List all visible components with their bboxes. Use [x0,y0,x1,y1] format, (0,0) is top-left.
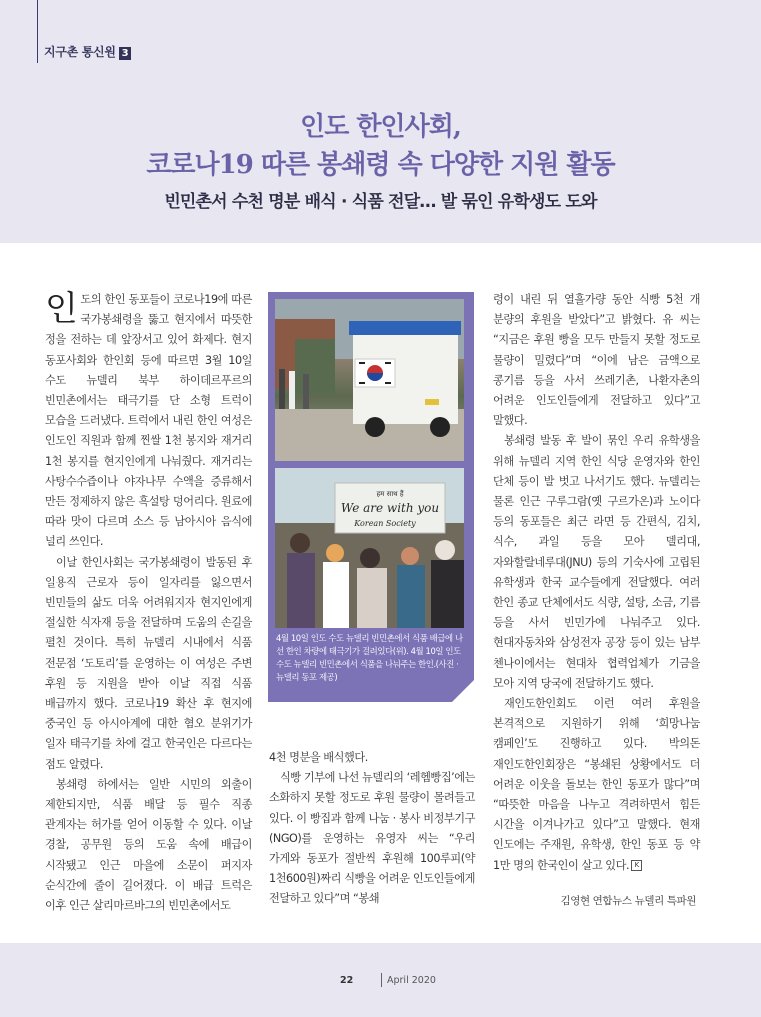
photo-food-distribution [275,468,464,628]
paragraph: 식빵 기부에 나선 뉴델리의 ‘레헴빵집’에는 소화하지 못할 정도로 후원 물량이 몰려들고 있다. 이 빵집과 함께 나눔 · 봉사 비정부기구(NGO)를 운영하는 유영자 씨는 “우리 가게와 동포가 절반씩 후원해 100루피(약 1천600원)짜리 식빵을 어려운 인도인들에게 전달하고 있다”며 “봉쇄 [269,771,475,906]
page-number: 22 [340,975,354,986]
paragraph: 령이 내린 뒤 열흘가량 동안 식빵 5천 개 분량의 후원을 받았다”고 밝혔다. 유 씨는 “지금은 후원 빵을 모두 만들지 못할 정도로 물량이 밀렸다”며 “이에 남은 금액으로 콩기름 등을 사서 쓰레기촌, 나환자촌의 어려운 인도인들에게 전달하고 있다”고 말했다. [493,293,700,428]
article-column-1 [45,290,252,916]
banner-main-text: We are with you [340,501,440,515]
footer-divider [381,973,382,987]
photo-caption: 4월 10일 인도 수도 뉴델리 빈민촌에서 식품 배급에 나선 한인 차량에 태극기가 걸려있다(위). 4월 10일 인도 수도 뉴델리 빈민촌에서 식품을 나눠주는 한인.(사진 · 뉴델리 동포 제공) [276,633,463,682]
photo-box [268,292,474,702]
issue-month: April 2020 [387,975,436,986]
section-label: 지구촌 통신원 3 [44,43,131,60]
headline-line-2: 코로나19 따른 봉쇄령 속 다양한 지원 활동 [146,150,615,180]
dropcap: 인 [45,289,78,329]
section-number: 3 [119,47,132,60]
truck-illustration [275,299,464,461]
subheadline: 빈민촌서 수천 명분 배식 · 식품 전달… 발 묶인 유학생도 도와 [164,192,597,212]
paragraph: 4천 명분을 배식했다. [269,751,368,764]
section-tag-line [37,0,38,63]
article-column-3 [493,290,700,876]
paragraph: 봉쇄령 하에서는 일반 시민의 외출이 제한되지만, 식품 배달 등 필수 직종 관계자는 허가를 얻어 이동할 수 있다. 이날 경찰, 공무원 등의 도움 속에 배급이 시작됐고 인근 마을에 소문이 퍼지자 순식간에 줄이 길어졌다. 이 배급 트럭은 이후 인근 살리마르바그의 빈민촌에서도 [45,777,252,913]
article-end-icon: K [631,860,642,871]
paragraph: 재인도한인회도 이런 여러 후원을 본격적으로 지원하기 위해 ‘희망나눔 캠페인’도 진행하고 있다. 박의돈 재인도한인회장은 “봉쇄된 상황에서도 더 어려운 이웃을 돌보는 한인 동포가 많다”며 “따뜻한 마음을 나누고 격려하면서 힘든 시간을 이겨나가고 있다”고 말했다. 현재 인도에는 주재원, 유학생, 한인 동포 등 약 1만 명의 한국인이 살고 있다. K [493,697,700,872]
photo-truck-with-flag [275,299,464,461]
byline: 김영현 연합뉴스 뉴델리 특파원 [560,895,696,907]
paragraph: 인도의 한인 동포들이 코로나19에 따른 국가봉쇄령을 뚫고 현지에서 따뜻한 정을 전하는 데 앞장서고 있어 화제다. 현지 동포사회와 한인회 등에 따르면 3월 10일 수도 뉴델리 북부 하이데르푸르의 빈민촌에서는 태극기를 단 소형 트럭이 모습을 드러냈다. 트럭에서 내린 한인 여성은 인도인 직원과 함께 찐쌀 1천 봉지와 재거리 1천 봉지를 현지인에게 나눠줬다. 재거리는 사탕수수즙이나 야자나무 수액을 증류해서 만든 정제하지 않은 흑설탕 덩어리다. 원료에 따라 맛이 다르며 소스 등 남아시아 음식에 널리 쓰인다. [45,289,252,549]
paragraph: 봉쇄령 발동 후 발이 묶인 우리 유학생을 위해 뉴델리 지역 한인 식당 운영자와 한인 단체 등이 발 벗고 나서기도 했다. 뉴델리는 물론 인근 구루그람(옛 구르가온)과 노이다 등의 동포들은 최근 라면 등 간편식, 김치, 식수, 과일 등을 모아 델리대, 자와할랄네루대(JNU) 등의 기숙사에 고립된 유학생과 한국 교수들에게 전달했다. 여러 한인 종교 단체에서도 식량, 설탕, 소금, 기름 등을 사서 빈민가에 나눠주고 있다. 현대자동차와 삼성전자 공장 등이 있는 남부 첸나이에서는 현대차 협력업체가 기금을 모아 지역 당국에 전달하기도 했다. [493,434,700,690]
headline-line-1: 인도 한인사회, [300,112,461,142]
paragraph: 이날 한인사회는 국가봉쇄령이 발동된 후 일용직 근로자 등이 일자리를 잃으면서 빈민들의 삶도 더욱 어려워지자 현지인에게 절실한 식자재 등을 전달하며 도움의 손길을 펼친 것이다. 특히 뉴델리 시내에서 식품 전문점 ‘도토리’를 운영하는 이 여성은 주변 후원 등 지원을 받아 이날 직접 식품 배급까지 했다. 코로나19 확산 후 현지에 중국인 등 아시아계에 대한 혐오 분위기가 일자 태극기를 차에 걸고 한국인은 다르다는 점도 알렸다. [45,555,252,771]
distribution-illustration [275,468,464,628]
photo-box-corner-cut [452,680,474,702]
banner-sub-text: Korean Society [354,519,416,528]
banner-hindi: हम साथ हैं [376,490,404,498]
article-column-2 [269,748,475,910]
